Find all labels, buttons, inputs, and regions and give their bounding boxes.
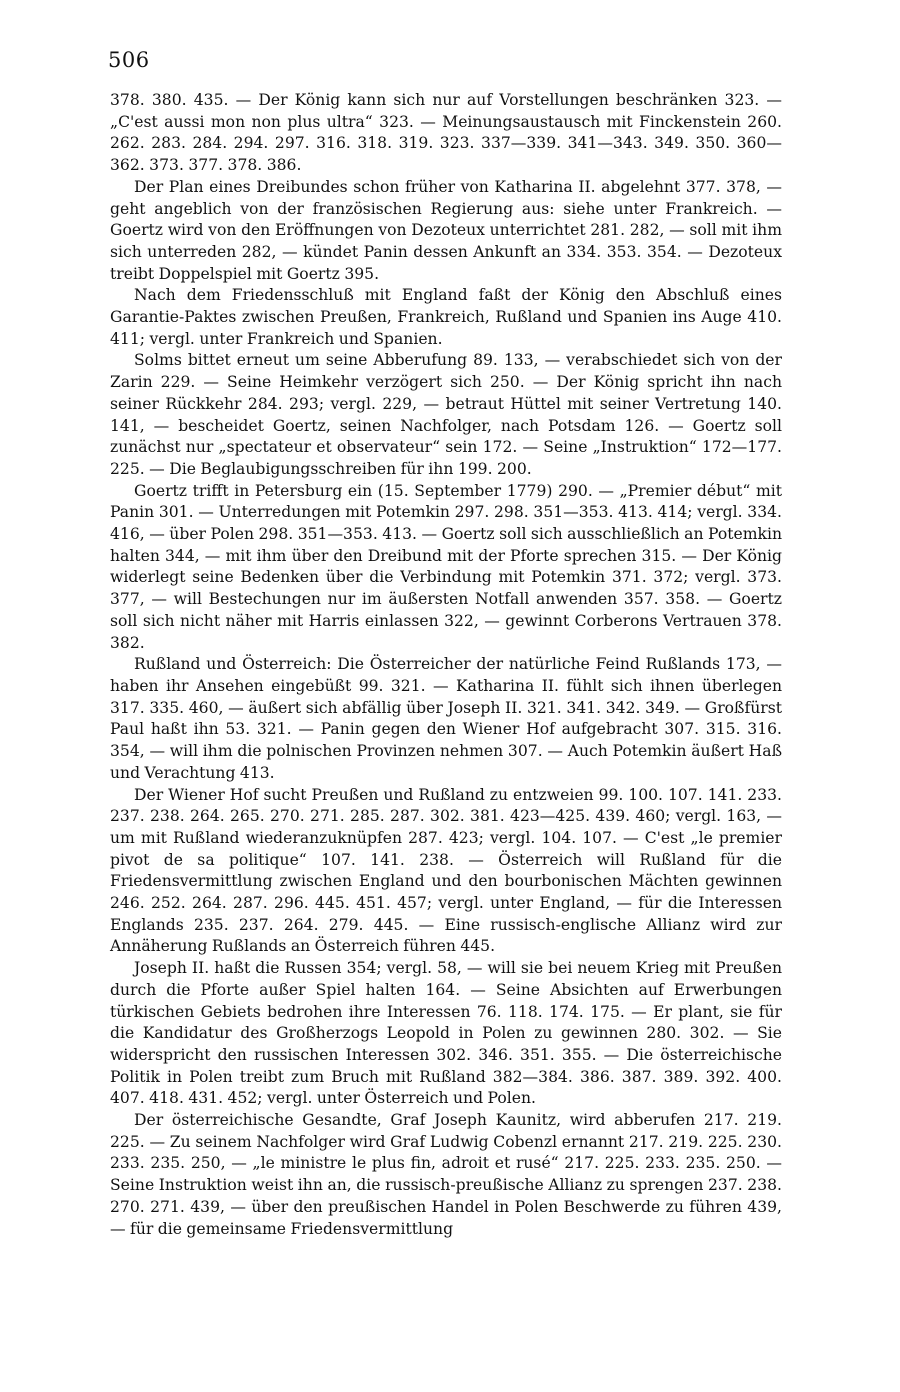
page-number: 506	[108, 48, 150, 72]
paragraph-5: Goertz trifft in Petersburg ein (15. September 1779) 290. — „Premier début“ mit Panin 301. — Unterredungen mit Potemkin 297. 298. 351—353. 413. 414; vergl. 334. 416, — über Polen 298. 351—353. 413. — Goertz soll sich ausschließlich an Potemkin halten 344, — mit ihm über den Dreibund mit der Pforte sprechen 315. — Der König widerlegt seine Bedenken über die Verbindung mit Potemkin 371. 372; vergl. 373. 377, — will Bestechungen nur im äußersten Notfall anwenden 357. 358. — Goertz soll sich nicht näher mit Harris einlassen 322, — gewinnt Corberons Vertrauen 378. 382.	[110, 481, 782, 652]
paragraph-1: 378. 380. 435. — Der König kann sich nur auf Vorstellungen beschränken 323. — „C'est aussi mon non plus ultra“ 323. — Meinungsaustausch mit Finckenstein 260. 262. 283. 284. 294. 297. 316. 318. 319. 323. 337—339. 341—343. 349. 350. 360—362. 373. 377. 378. 386.	[110, 91, 782, 175]
paragraph-9: Der österreichische Gesandte, Graf Joseph Kaunitz, wird abberufen 217. 219. 225. — Zu seinem Nachfolger wird Graf Ludwig Cobenzl ernannt 217. 219. 225. 230. 233. 235. 250, — „le ministre le plus fin, adroit et rusé“ 217. 225. 233. 235. 250. — Seine Instruktion weist ihn an, die russisch-preußische Allianz zu sprengen 237. 238. 270. 271. 439, — über den preußischen Handel in Polen Beschwerde zu führen 439, — für die gemeinsame Friedensvermittlung	[110, 1111, 782, 1238]
paragraph-7: Der Wiener Hof sucht Preußen und Rußland zu entzweien 99. 100. 107. 141. 233. 237. 238. 264. 265. 270. 271. 285. 287. 302. 381. 423—425. 439. 460; vergl. 163, — um mit Rußland wiederanzuknüpfen 287. 423; vergl. 104. 107. — C'est „le premier pivot de sa politique“ 107. 141. 238. — Österreich will Rußland für die Friedensvermittlung zwischen England und den bourbonischen Mächten gewinnen 246. 252. 264. 287. 296. 445. 451. 457; vergl. unter England, — für die Interessen Englands 235. 237. 264. 279. 445. — Eine russisch-englische Allianz wird zur Annäherung Rußlands an Österreich führen 445.	[110, 785, 782, 956]
paragraph-8: Joseph II. haßt die Russen 354; vergl. 58, — will sie bei neuem Krieg mit Preußen durch die Pforte außer Spiel halten 164. — Seine Absichten auf Erwerbungen türkischen Gebiets bedrohen ihre Interessen 76. 118. 174. 175. — Er plant, sie für die Kandidatur des Großherzogs Leopold in Polen zu gewinnen 280. 302. — Sie widerspricht den russischen Interessen 302. 346. 351. 355. — Die österreichische Politik in Polen treibt zum Bruch mit Rußland 382—384. 386. 387. 389. 392. 400. 407. 418. 431. 452; vergl. unter Österreich und Polen.	[110, 959, 782, 1108]
paragraph-3: Nach dem Friedensschluß mit England faßt der König den Abschluß eines Garantie-Paktes zwischen Preußen, Frankreich, Rußland und Spanien ins Auge 410. 411; vergl. unter Frankreich und Spanien.	[110, 286, 782, 348]
paragraph-2: Der Plan eines Dreibundes schon früher von Katharina II. abgelehnt 377. 378, — geht angeblich von der französischen Regierung aus: siehe unter Frankreich. — Goertz wird von den Eröffnungen von Dezoteux unterrichtet 281. 282, — soll mit ihm sich unterreden 282, — kündet Panin dessen Ankunft an 334. 353. 354. — Dezoteux treibt Doppelspiel mit Goertz 395.	[110, 177, 782, 283]
paragraph-6: Rußland und Österreich: Die Österreicher der natürliche Feind Rußlands 173, — haben ihr Ansehen eingebüßt 99. 321. — Katharina II. fühlt sich ihnen überlegen 317. 335. 460, — äußert sich abfällig über Joseph II. 321. 341. 342. 349. — Großfürst Paul haßt ihn 53. 321. — Panin gegen den Wiener Hof aufgebracht 307. 315. 316. 354, — will ihm die polnischen Provinzen nehmen 307. — Auch Potemkin äußert Haß und Verachtung 413.	[110, 655, 782, 782]
paragraph-4: Solms bittet erneut um seine Abberufung 89. 133, — verabschiedet sich von der Zarin 229. — Seine Heimkehr verzögert sich 250. — Der König spricht ihn nach seiner Rückkehr 284. 293; vergl. 229, — betraut Hüttel mit seiner Vertretung 140. 141, — bescheidet Goertz, seinen Nachfolger, nach Potsdam 126. — Goertz soll zunächst nur „spectateur et observateur“ sein 172. — Seine „Instruktion“ 172—177. 225. — Die Beglaubigungsschreiben für ihn 199. 200.	[110, 351, 782, 478]
